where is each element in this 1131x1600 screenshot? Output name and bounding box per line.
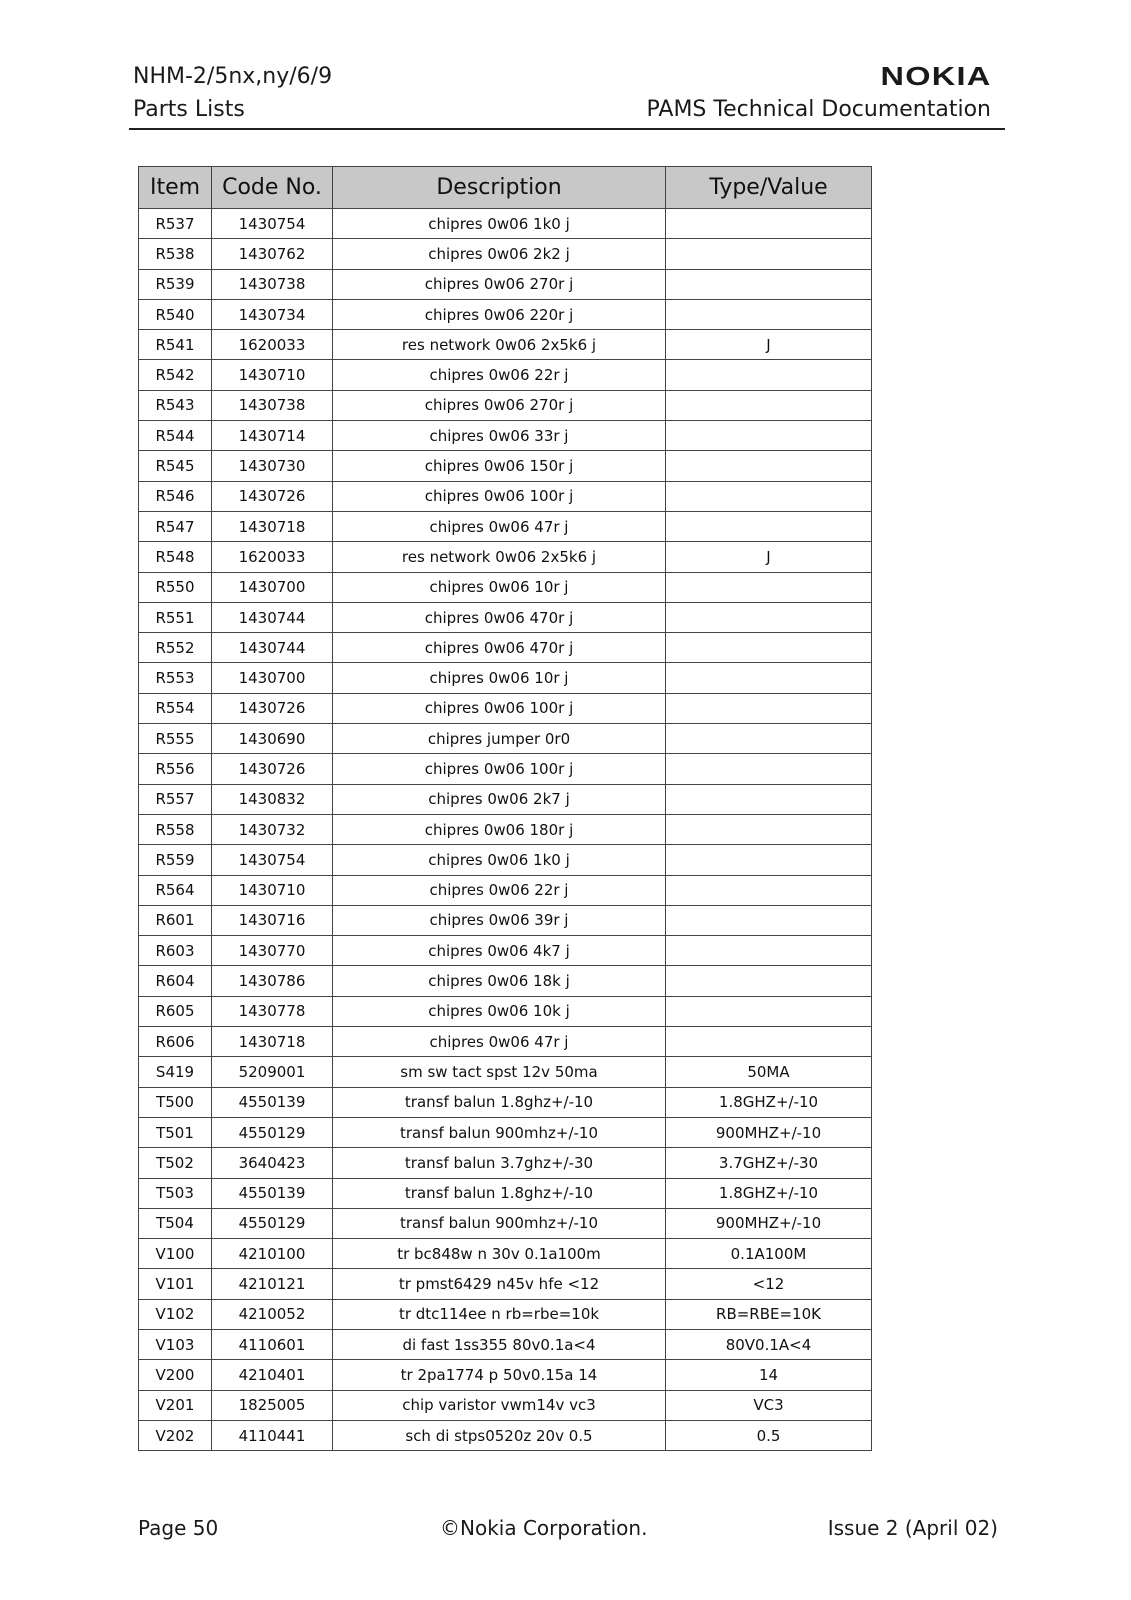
item-cell: R551	[139, 602, 212, 632]
type-value-cell: 1.8GHZ+/-10	[666, 1178, 872, 1208]
page-number: Page 50	[138, 1516, 219, 1540]
type-value-cell: 1.8GHZ+/-10	[666, 1087, 872, 1117]
type-value-cell	[666, 966, 872, 996]
copyright: ©Nokia Corporation.	[440, 1516, 648, 1540]
item-cell: R555	[139, 724, 212, 754]
code-cell: 1430762	[212, 239, 333, 269]
table-row	[139, 996, 872, 1026]
item-cell: R543	[139, 390, 212, 420]
type-value-cell	[666, 845, 872, 875]
description-cell: chip varistor vwm14v vc3	[333, 1390, 666, 1420]
description-cell: chipres 0w06 18k j	[333, 966, 666, 996]
column-header-type-value: Type/Value	[666, 167, 872, 209]
description-cell: chipres 0w06 10k j	[333, 996, 666, 1026]
description-cell: chipres 0w06 470r j	[333, 602, 666, 632]
code-cell: 1430730	[212, 451, 333, 481]
table-row	[139, 1148, 872, 1178]
description-cell: chipres 0w06 2k7 j	[333, 784, 666, 814]
table-row	[139, 299, 872, 329]
description-cell: chipres 0w06 33r j	[333, 421, 666, 451]
description-cell: chipres 0w06 100r j	[333, 754, 666, 784]
type-value-cell: <12	[666, 1269, 872, 1299]
table-row	[139, 724, 872, 754]
type-value-cell	[666, 693, 872, 723]
code-cell: 4210052	[212, 1299, 333, 1329]
table-row	[139, 1027, 872, 1057]
description-cell: res network 0w06 2x5k6 j	[333, 542, 666, 572]
table-row	[139, 905, 872, 935]
item-cell: R604	[139, 966, 212, 996]
code-cell: 1430832	[212, 784, 333, 814]
type-value-cell: RB=RBE=10K	[666, 1299, 872, 1329]
table-row	[139, 633, 872, 663]
description-cell: sm sw tact spst 12v 50ma	[333, 1057, 666, 1087]
description-cell: chipres 0w06 22r j	[333, 875, 666, 905]
table-row	[139, 330, 872, 360]
code-cell: 1430770	[212, 936, 333, 966]
item-cell: T502	[139, 1148, 212, 1178]
type-value-cell	[666, 390, 872, 420]
type-value-cell: 0.1A100M	[666, 1239, 872, 1269]
type-value-cell: 3.7GHZ+/-30	[666, 1148, 872, 1178]
item-cell: V202	[139, 1420, 212, 1450]
item-cell: R537	[139, 209, 212, 239]
item-cell: V201	[139, 1390, 212, 1420]
type-value-cell	[666, 511, 872, 541]
description-cell: chipres 0w06 39r j	[333, 905, 666, 935]
item-cell: V200	[139, 1360, 212, 1390]
header-left	[133, 60, 332, 126]
code-cell: 1430716	[212, 905, 333, 935]
description-cell: chipres 0w06 10r j	[333, 572, 666, 602]
description-cell: chipres 0w06 1k0 j	[333, 845, 666, 875]
item-cell: R606	[139, 1027, 212, 1057]
code-cell: 4550129	[212, 1117, 333, 1147]
code-cell: 1620033	[212, 542, 333, 572]
description-cell: chipres 0w06 180r j	[333, 814, 666, 844]
code-cell: 1430786	[212, 966, 333, 996]
type-value-cell	[666, 996, 872, 1026]
code-cell: 4210100	[212, 1239, 333, 1269]
code-cell: 1430744	[212, 602, 333, 632]
item-cell: R550	[139, 572, 212, 602]
item-cell: R603	[139, 936, 212, 966]
table-row	[139, 845, 872, 875]
table-row	[139, 451, 872, 481]
item-cell: R558	[139, 814, 212, 844]
column-header-item: Item	[139, 167, 212, 209]
code-cell: 1430726	[212, 754, 333, 784]
code-cell: 1430710	[212, 360, 333, 390]
description-cell: chipres 0w06 10r j	[333, 663, 666, 693]
code-cell: 1430726	[212, 481, 333, 511]
item-cell: R605	[139, 996, 212, 1026]
table-row	[139, 1299, 872, 1329]
type-value-cell: J	[666, 330, 872, 360]
code-cell: 4110601	[212, 1329, 333, 1359]
description-cell: chipres 0w06 150r j	[333, 451, 666, 481]
type-value-cell: 900MHZ+/-10	[666, 1117, 872, 1147]
item-cell: R547	[139, 511, 212, 541]
code-cell: 1430700	[212, 663, 333, 693]
item-cell: R552	[139, 633, 212, 663]
type-value-cell	[666, 936, 872, 966]
code-cell: 4550139	[212, 1087, 333, 1117]
table-row	[139, 209, 872, 239]
table-row	[139, 1390, 872, 1420]
table-row	[139, 542, 872, 572]
type-value-cell: J	[666, 542, 872, 572]
item-cell: R601	[139, 905, 212, 935]
table-row	[139, 814, 872, 844]
item-cell: V102	[139, 1299, 212, 1329]
code-cell: 1430738	[212, 390, 333, 420]
type-value-cell	[666, 905, 872, 935]
description-cell: sch di stps0520z 20v 0.5	[333, 1420, 666, 1450]
table-row	[139, 239, 872, 269]
table-row	[139, 602, 872, 632]
code-cell: 1430778	[212, 996, 333, 1026]
description-cell: chipres 0w06 470r j	[333, 633, 666, 663]
type-value-cell	[666, 269, 872, 299]
code-cell: 4210121	[212, 1269, 333, 1299]
code-cell: 1430690	[212, 724, 333, 754]
item-cell: R545	[139, 451, 212, 481]
type-value-cell	[666, 754, 872, 784]
description-cell: chipres 0w06 47r j	[333, 511, 666, 541]
description-cell: tr dtc114ee n rb=rbe=10k	[333, 1299, 666, 1329]
item-cell: V101	[139, 1269, 212, 1299]
table-row	[139, 754, 872, 784]
item-cell: R548	[139, 542, 212, 572]
item-cell: R559	[139, 845, 212, 875]
type-value-cell: 80V0.1A<4	[666, 1329, 872, 1359]
table-row	[139, 390, 872, 420]
table-row	[139, 572, 872, 602]
table-row	[139, 1329, 872, 1359]
type-value-cell	[666, 663, 872, 693]
item-cell: R556	[139, 754, 212, 784]
item-cell: T504	[139, 1208, 212, 1238]
item-cell: R544	[139, 421, 212, 451]
item-cell: R540	[139, 299, 212, 329]
code-cell: 1430714	[212, 421, 333, 451]
table-row	[139, 693, 872, 723]
code-cell: 1430754	[212, 845, 333, 875]
code-cell: 1620033	[212, 330, 333, 360]
type-value-cell	[666, 602, 872, 632]
code-cell: 1430738	[212, 269, 333, 299]
table-row	[139, 663, 872, 693]
description-cell: chipres 0w06 47r j	[333, 1027, 666, 1057]
code-cell: 1430732	[212, 814, 333, 844]
table-row	[139, 481, 872, 511]
table-row	[139, 1117, 872, 1147]
item-cell: T501	[139, 1117, 212, 1147]
table-row	[139, 511, 872, 541]
description-cell: transf balun 3.7ghz+/-30	[333, 1148, 666, 1178]
code-cell: 5209001	[212, 1057, 333, 1087]
code-cell: 3640423	[212, 1148, 333, 1178]
issue-info: Issue 2 (April 02)	[827, 1516, 998, 1540]
item-cell: R557	[139, 784, 212, 814]
description-cell: tr 2pa1774 p 50v0.15a 14	[333, 1360, 666, 1390]
item-cell: R542	[139, 360, 212, 390]
item-cell: S419	[139, 1057, 212, 1087]
item-cell: R538	[139, 239, 212, 269]
code-cell: 4210401	[212, 1360, 333, 1390]
description-cell: transf balun 1.8ghz+/-10	[333, 1178, 666, 1208]
type-value-cell	[666, 572, 872, 602]
item-cell: R546	[139, 481, 212, 511]
description-cell: chipres 0w06 270r j	[333, 269, 666, 299]
description-cell: chipres 0w06 220r j	[333, 299, 666, 329]
type-value-cell: 14	[666, 1360, 872, 1390]
description-cell: chipres 0w06 100r j	[333, 481, 666, 511]
code-cell: 4110441	[212, 1420, 333, 1450]
code-cell: 1430718	[212, 511, 333, 541]
description-cell: chipres 0w06 4k7 j	[333, 936, 666, 966]
table-header-row	[139, 167, 872, 209]
item-cell: R554	[139, 693, 212, 723]
description-cell: di fast 1ss355 80v0.1a<4	[333, 1329, 666, 1359]
table-row	[139, 1208, 872, 1238]
description-cell: chipres 0w06 2k2 j	[333, 239, 666, 269]
table-row	[139, 1057, 872, 1087]
type-value-cell	[666, 784, 872, 814]
table-row	[139, 875, 872, 905]
description-cell: res network 0w06 2x5k6 j	[333, 330, 666, 360]
code-cell: 1430710	[212, 875, 333, 905]
type-value-cell	[666, 875, 872, 905]
type-value-cell	[666, 724, 872, 754]
item-cell: V103	[139, 1329, 212, 1359]
item-cell: R564	[139, 875, 212, 905]
code-cell: 1430718	[212, 1027, 333, 1057]
table-row	[139, 966, 872, 996]
description-cell: transf balun 900mhz+/-10	[333, 1208, 666, 1238]
type-value-cell	[666, 481, 872, 511]
nokia-logo: NOKIA	[880, 61, 991, 91]
type-value-cell	[666, 451, 872, 481]
type-value-cell	[666, 814, 872, 844]
table-row	[139, 421, 872, 451]
description-cell: transf balun 1.8ghz+/-10	[333, 1087, 666, 1117]
header-divider	[129, 128, 1005, 130]
type-value-cell	[666, 360, 872, 390]
table-row	[139, 1087, 872, 1117]
type-value-cell	[666, 239, 872, 269]
description-cell: chipres 0w06 270r j	[333, 390, 666, 420]
type-value-cell	[666, 299, 872, 329]
code-cell: 1430726	[212, 693, 333, 723]
type-value-cell: VC3	[666, 1390, 872, 1420]
table-row	[139, 1360, 872, 1390]
parts-table	[138, 166, 872, 1451]
type-value-cell: 0.5	[666, 1420, 872, 1450]
item-cell: R541	[139, 330, 212, 360]
type-value-cell: 50MA	[666, 1057, 872, 1087]
item-cell: V100	[139, 1239, 212, 1269]
code-cell: 1430754	[212, 209, 333, 239]
item-cell: T500	[139, 1087, 212, 1117]
table-row	[139, 1269, 872, 1299]
type-value-cell	[666, 209, 872, 239]
header-right	[647, 60, 991, 126]
item-cell: R539	[139, 269, 212, 299]
description-cell: chipres 0w06 100r j	[333, 693, 666, 723]
table-row	[139, 269, 872, 299]
code-cell: 4550129	[212, 1208, 333, 1238]
code-cell: 1825005	[212, 1390, 333, 1420]
document-title: PAMS Technical Documentation	[646, 97, 991, 122]
type-value-cell	[666, 633, 872, 663]
description-cell: transf balun 900mhz+/-10	[333, 1117, 666, 1147]
item-cell: R553	[139, 663, 212, 693]
description-cell: tr pmst6429 n45v hfe <12	[333, 1269, 666, 1299]
type-value-cell	[666, 421, 872, 451]
description-cell: tr bc848w n 30v 0.1a100m	[333, 1239, 666, 1269]
code-cell: 1430744	[212, 633, 333, 663]
table-row	[139, 1178, 872, 1208]
table-row	[139, 1420, 872, 1450]
model-number: NHM-2/5nx,ny/6/9	[133, 64, 333, 89]
table-row	[139, 784, 872, 814]
column-header-code: Code No.	[212, 167, 333, 209]
table-body	[139, 209, 872, 1451]
code-cell: 1430700	[212, 572, 333, 602]
description-cell: chipres 0w06 1k0 j	[333, 209, 666, 239]
section-title: Parts Lists	[133, 97, 245, 122]
column-header-description: Description	[333, 167, 666, 209]
type-value-cell	[666, 1027, 872, 1057]
item-cell: T503	[139, 1178, 212, 1208]
description-cell: chipres 0w06 22r j	[333, 360, 666, 390]
code-cell: 1430734	[212, 299, 333, 329]
table-row	[139, 360, 872, 390]
code-cell: 4550139	[212, 1178, 333, 1208]
description-cell: chipres jumper 0r0	[333, 724, 666, 754]
table-row	[139, 936, 872, 966]
table-row	[139, 1239, 872, 1269]
type-value-cell: 900MHZ+/-10	[666, 1208, 872, 1238]
